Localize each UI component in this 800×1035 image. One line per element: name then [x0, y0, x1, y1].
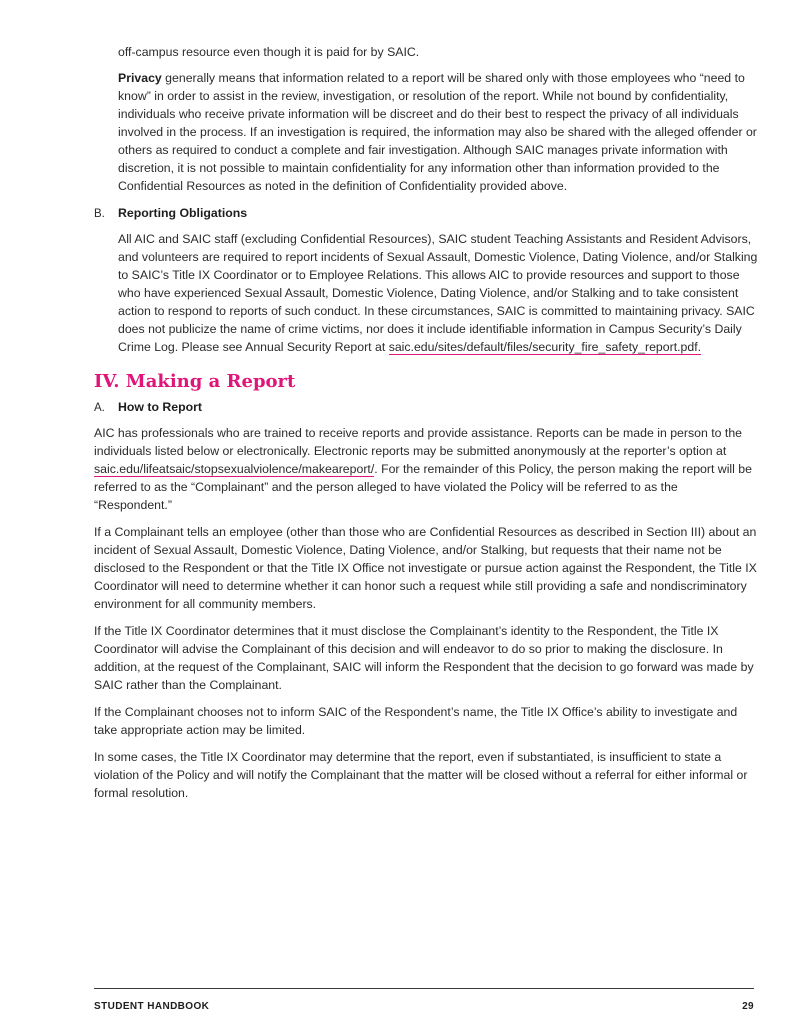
privacy-text: generally means that information related to a report will be shared only with those employees who “need to know” in order to assist in the review, investigation, or resolution of the report. While not bound by confidentiality, individuals who receive private information will be discreet and do their best to respect the privacy of all individuals involved in the process. If an investigation is required, the information may also be shared with the alleged offender or others as required to conduct a complete and fair investigation. Although SAIC manages private information with discretion, it is not possible to maintain confidentiality for any information other than information provided to the Confidential Resources as noted in the definition of Confidentiality provided above.	[118, 71, 757, 193]
make-a-report-link[interactable]: saic.edu/lifeatsaic/stopsexualviolence/makeareport/	[94, 462, 375, 476]
privacy-block	[94, 43, 758, 195]
how-to-title: How to Report	[118, 400, 203, 414]
privacy-term: Privacy	[118, 71, 162, 85]
how-to-paragraph-1	[94, 424, 758, 514]
reporting-obligations-heading	[94, 204, 758, 223]
security-report-link[interactable]: saic.edu/sites/default/files/security_fire_safety_report.pdf.	[388, 340, 702, 354]
page-footer	[94, 988, 754, 1016]
how-to-paragraph-5: In some cases, the Title IX Coordinator may determine that the report, even if substantiated, is insufficient to state a violation of the Policy and will notify the Complainant that the matter will be closed without a referral for either informal or formal resolution.	[94, 750, 748, 800]
privacy-paragraph	[118, 69, 758, 195]
footer-label: STUDENT HANDBOOK	[94, 1001, 210, 1012]
how-to-paragraph-4: If the Complainant chooses not to inform SAIC of the Respondent’s name, the Title IX Office’s ability to investigate and take appropriate action may be limited.	[94, 705, 738, 737]
how-to-paragraph-3: If the Title IX Coordinator determines that it must disclose the Complainant’s identity to the Respondent, the Title IX Coordinator will advise the Complainant of this decision and will endeavor to do so prior to making the disclosure. In addition, at the request of the Complainant, SAIC will inform the Respondent that the decision to go forward was made by SAIC rather than the Complainant.	[94, 624, 754, 692]
page-number: 29	[742, 1001, 754, 1012]
reporting-title: Reporting Obligations	[118, 206, 248, 220]
how-to-report-heading	[94, 398, 758, 417]
how-to-paragraph-2: If a Complainant tells an employee (other than those who are Confidential Resources as described in Section III) about an incident of Sexual Assault, Domestic Violence, Dating Violence, and/or Stalking, but requests that their name not be disclosed to the Respondent or that the Title IX Office not investigate or pursue action against the Respondent, the Title IX Coordinator will need to determine whether it can honor such a request while still providing a safe and nondiscriminatory environment for all community members.	[94, 525, 757, 611]
p1-after: . For the remainder of this Policy, the person making the report will be referred to as the “Complainant” and the person alleged to have violated the Policy will be referred to as the “Respondent.”	[94, 462, 752, 512]
reporting-letter: B.	[94, 208, 105, 220]
reporting-block	[94, 230, 758, 356]
p1-before: AIC has professionals who are trained to receive reports and provide assistance. Reports can be made in person to the individuals listed below or electronically. Electronic reports may be submitted anonymously at the reporter’s option at	[94, 426, 742, 458]
section-heading: IV. Making a Report	[94, 371, 296, 392]
continuation-paragraph: off-campus resource even though it is paid for by SAIC.	[118, 45, 420, 59]
reporting-body: All AIC and SAIC staff (excluding Confidential Resources), SAIC student Teaching Assistants and Resident Advisors, and volunteers are required to report incidents of Sexual Assault, Domestic Violence, Dating Violence, and/or Stalking to SAIC’s Title IX Coordinator or to Employee Relations. This allows AIC to provide resources and support to those who have experienced Sexual Assault, Domestic Violence, Dating Violence, and/or Stalking and to take consistent action to respond to reports of such conduct. In these circumstances, SAIC is committed to maintaining privacy. SAIC does not publicize the name of crime victims, nor does it include identifiable information in Campus Security’s Daily Crime Log. Please see Annual Security Report at	[118, 232, 758, 354]
reporting-paragraph	[118, 230, 758, 356]
page-content	[94, 43, 758, 811]
how-to-letter: A.	[94, 402, 105, 414]
